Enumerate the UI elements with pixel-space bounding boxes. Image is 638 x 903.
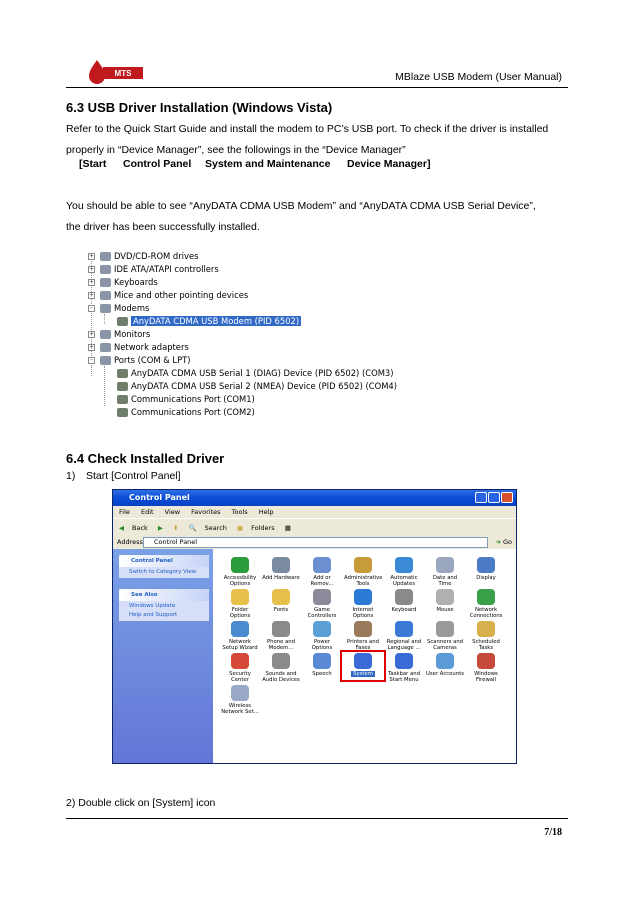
- cp-item-mouse[interactable]: [426, 589, 464, 613]
- cp-item-administrative-tools[interactable]: [344, 557, 382, 587]
- cp-item-label: Add or Remov...: [310, 575, 334, 587]
- cp-item-phone-and-modem[interactable]: [262, 621, 300, 651]
- cp-item-sounds-and-audio-devices[interactable]: [262, 653, 300, 683]
- step2-text: 2) Double click on [System] icon: [66, 797, 216, 809]
- cp-item-icon: [313, 621, 331, 637]
- control-panel-pane: [119, 555, 209, 578]
- tree-guide-line: [104, 314, 105, 324]
- device-icon: [100, 252, 111, 261]
- device-tree-item[interactable]: DVD/CD-ROM drives: [114, 251, 199, 261]
- cp-item-scheduled-tasks[interactable]: [467, 621, 505, 651]
- cp-item-speech[interactable]: [303, 653, 341, 677]
- menu-favorites[interactable]: Favorites: [191, 508, 221, 516]
- cp-item-icon: [313, 589, 331, 605]
- section-6-3-heading: 6.3 USB Driver Installation (Windows Vista): [66, 100, 333, 115]
- cp-item-icon: [477, 557, 495, 573]
- nav-device-manager: Device Manager]: [347, 158, 431, 170]
- device-manager-screenshot: [84, 246, 396, 420]
- device-tree-item[interactable]: Communications Port (COM1): [131, 394, 255, 404]
- cp-item-label: Mouse: [436, 607, 454, 613]
- svg-text:MTS: MTS: [114, 69, 132, 78]
- device-icon: [100, 304, 111, 313]
- expand-icon[interactable]: +: [89, 266, 94, 273]
- cp-item-icon: [231, 653, 249, 669]
- cp-item-icon: [395, 653, 413, 669]
- cp-item-icon: [477, 653, 495, 669]
- switch-category-link[interactable]: Switch to Category View: [129, 569, 197, 575]
- cp-item-windows-firewall[interactable]: [467, 653, 505, 683]
- step1-text: Start [Control Panel]: [86, 470, 181, 482]
- cp-item-label: Regional and Language ...: [386, 639, 422, 651]
- cp-item-label: Internet Options: [352, 607, 374, 619]
- cp-item-icon: [436, 557, 454, 573]
- up-folder-icon[interactable]: ⬆: [172, 524, 179, 532]
- cp-item-date-and-time[interactable]: [426, 557, 464, 587]
- folders-icon[interactable]: ▣: [236, 524, 244, 532]
- device-tree-item[interactable]: Network adapters: [114, 342, 189, 352]
- device-icon: [100, 278, 111, 287]
- menu-tools[interactable]: Tools: [231, 508, 248, 516]
- cp-item-label: Administrative Tools: [344, 575, 383, 587]
- go-button[interactable]: ➔ Go: [495, 538, 512, 546]
- system-highlight-box: [340, 650, 386, 682]
- cp-item-label: Keyboard: [391, 607, 417, 613]
- window-title: Control Panel: [129, 493, 190, 502]
- device-icon: [117, 369, 128, 378]
- cp-item-icon: [272, 557, 290, 573]
- address-input[interactable]: Control Panel: [143, 537, 488, 548]
- device-tree-item[interactable]: AnyDATA CDMA USB Serial 1 (DIAG) Device (PID 6502) (COM3): [131, 368, 394, 378]
- maximize-icon[interactable]: [488, 492, 500, 503]
- device-icon: [117, 408, 128, 417]
- step1-number: 1): [66, 470, 76, 482]
- device-icon: [100, 343, 111, 352]
- menu-help[interactable]: Help: [258, 508, 274, 516]
- nav-start: [Start: [79, 158, 107, 170]
- nav-system-maintenance: System and Maintenance: [205, 158, 331, 170]
- cp-item-icon: [313, 557, 331, 573]
- address-bar: [113, 536, 516, 549]
- cp-item-taskbar-and-start-menu[interactable]: [385, 653, 423, 683]
- device-tree-item[interactable]: IDE ATA/ATAPI controllers: [114, 264, 219, 274]
- cp-item-icon: [436, 653, 454, 669]
- cp-item-label: Network Connections: [469, 607, 503, 619]
- cp-item-label: Wireless Network Set...: [221, 703, 259, 715]
- cp-item-icon: [477, 589, 495, 605]
- cp-item-icon: [395, 557, 413, 573]
- section-6-4-heading: 6.4 Check Installed Driver: [66, 451, 225, 466]
- cp-item-label: Network Setup Wizard: [222, 639, 258, 651]
- help-support-link[interactable]: Help and Support: [129, 612, 178, 618]
- cp-item-keyboard[interactable]: [385, 589, 423, 613]
- cp-item-icon: [477, 621, 495, 637]
- cp-item-power-options[interactable]: [303, 621, 341, 651]
- cp-item-label: Power Options: [311, 639, 333, 651]
- para1-line1: Refer to the Quick Start Guide and install the modem to PC’s USB port. To check if the driver is installed: [66, 123, 549, 135]
- back-icon[interactable]: ◀: [119, 524, 124, 532]
- forward-icon[interactable]: ▶: [157, 524, 163, 532]
- collapse-icon[interactable]: -: [88, 357, 95, 364]
- cp-item-network-setup-wizard[interactable]: [221, 621, 259, 651]
- cp-item-icon: [272, 621, 290, 637]
- see-also-pane: [119, 589, 209, 621]
- see-also-title[interactable]: See Also: [119, 589, 209, 601]
- cp-item-label: Scanners and Cameras: [426, 639, 464, 651]
- device-tree-item[interactable]: Monitors: [114, 329, 151, 339]
- device-icon: [117, 395, 128, 404]
- cp-item-label: User Accounts: [426, 671, 464, 677]
- toolbar: [113, 518, 516, 536]
- cp-item-label: Automatic Updates: [390, 575, 418, 587]
- cp-item-label: Folder Options: [229, 607, 251, 619]
- device-tree-item[interactable]: Mice and other pointing devices: [114, 290, 249, 300]
- cp-item-label: System: [353, 671, 373, 677]
- cp-item-icon: [272, 653, 290, 669]
- device-icon: [100, 330, 111, 339]
- address-label: Address: [117, 538, 143, 546]
- device-tree-item[interactable]: Modems: [114, 303, 150, 313]
- cp-item-label: Taskbar and Start Menu: [388, 671, 420, 683]
- cp-item-accessibility-options[interactable]: [221, 557, 259, 587]
- cp-item-icon: [436, 589, 454, 605]
- device-tree-item[interactable]: AnyDATA CDMA USB Modem (PID 6502): [133, 316, 300, 326]
- cp-item-label: Display: [476, 575, 496, 581]
- header-rule: [66, 87, 568, 88]
- close-icon[interactable]: [501, 492, 513, 503]
- cp-item-icon: [395, 589, 413, 605]
- cp-item-icon: [231, 557, 249, 573]
- search-icon[interactable]: 🔍: [188, 524, 197, 532]
- cp-item-fonts[interactable]: [262, 589, 300, 613]
- views-icon[interactable]: ▦: [284, 524, 291, 532]
- folders-button[interactable]: Folders: [251, 524, 275, 532]
- expand-icon[interactable]: +: [89, 331, 94, 338]
- cp-item-label: Scheduled Tasks: [472, 639, 500, 651]
- menu-bar: [113, 506, 516, 518]
- cp-item-icon: [313, 653, 331, 669]
- tree-guide-line: [104, 366, 105, 406]
- cp-item-label: Printers and Faxes: [346, 639, 380, 651]
- menu-file[interactable]: File: [119, 508, 130, 516]
- cp-item-add-or-remov[interactable]: [303, 557, 341, 587]
- minimize-icon[interactable]: [475, 492, 487, 503]
- device-tree-item[interactable]: AnyDATA CDMA USB Serial 2 (NMEA) Device (PID 6502) (COM4): [131, 381, 398, 391]
- cp-item-label: Date and Time: [432, 575, 458, 587]
- para1-line2: properly in “Device Manager”, see the followings in the “Device Manager”: [66, 144, 406, 156]
- cp-item-icon: [354, 621, 372, 637]
- search-button[interactable]: Search: [204, 524, 227, 532]
- mts-logo: [84, 57, 148, 86]
- cp-item-scanners-and-cameras[interactable]: [426, 621, 464, 651]
- cp-item-game-controllers[interactable]: [303, 589, 341, 619]
- menu-view[interactable]: View: [164, 508, 181, 516]
- window-titlebar: [113, 490, 516, 506]
- cp-item-label: Sounds and Audio Devices: [262, 671, 300, 683]
- device-icon: [100, 356, 111, 365]
- cp-item-regional-and-language[interactable]: [385, 621, 423, 651]
- cp-item-folder-options[interactable]: [221, 589, 259, 619]
- cp-item-wireless-network-set[interactable]: [221, 685, 259, 715]
- device-icon: [117, 317, 128, 326]
- device-icon: [100, 265, 111, 274]
- footer-rule: [66, 818, 568, 819]
- cp-item-automatic-updates[interactable]: [385, 557, 423, 587]
- windows-update-link[interactable]: Windows Update: [129, 603, 176, 609]
- back-button[interactable]: Back: [132, 524, 148, 532]
- cp-item-label: Windows Firewall: [474, 671, 498, 683]
- device-icon: [100, 291, 111, 300]
- cp-item-add-hardware[interactable]: [262, 557, 300, 581]
- cp-item-icon: [231, 685, 249, 701]
- para2-line1: You should be able to see “AnyDATA CDMA USB Modem” and “AnyDATA CDMA USB Serial Device”,: [66, 200, 536, 212]
- cp-item-label: Accessibility Options: [223, 575, 257, 587]
- cp-item-label: Fonts: [273, 607, 289, 613]
- device-icon: [117, 382, 128, 391]
- cp-item-display[interactable]: [467, 557, 505, 581]
- cp-item-label: Add Hardware: [262, 575, 300, 581]
- navigation-path: [79, 158, 430, 170]
- cp-item-network-connections[interactable]: [467, 589, 505, 619]
- expand-icon[interactable]: +: [89, 279, 94, 286]
- cp-item-icon: [436, 621, 454, 637]
- cp-item-icon: [231, 621, 249, 637]
- expand-icon[interactable]: +: [89, 344, 94, 351]
- pane-title[interactable]: Control Panel: [119, 555, 209, 567]
- collapse-icon[interactable]: -: [88, 305, 95, 312]
- control-panel-items: [213, 549, 516, 763]
- para2-line2: the driver has been successfully installed.: [66, 221, 260, 233]
- control-panel-window: [112, 489, 517, 764]
- device-tree-item[interactable]: Communications Port (COM2): [131, 407, 255, 417]
- cp-item-icon: [272, 589, 290, 605]
- cp-item-icon: [231, 589, 249, 605]
- cp-item-user-accounts[interactable]: [426, 653, 464, 677]
- cp-item-security-center[interactable]: [221, 653, 259, 683]
- document-title: MBlaze USB Modem (User Manual): [395, 71, 562, 83]
- device-tree-item[interactable]: Ports (COM & LPT): [114, 355, 191, 365]
- cp-item-label: Phone and Modem...: [266, 639, 296, 651]
- task-pane: [113, 549, 213, 764]
- page-number: 7/18: [544, 827, 562, 838]
- expand-icon[interactable]: +: [89, 253, 94, 260]
- cp-item-icon: [354, 557, 372, 573]
- device-tree-item[interactable]: Keyboards: [114, 277, 158, 287]
- cp-item-internet-options[interactable]: [344, 589, 382, 619]
- cp-item-icon: [395, 621, 413, 637]
- cp-item-label: Security Center: [229, 671, 251, 683]
- expand-icon[interactable]: +: [89, 292, 94, 299]
- cp-item-label: Game Controllers: [307, 607, 337, 619]
- nav-control-panel: Control Panel: [123, 158, 192, 170]
- menu-edit[interactable]: Edit: [140, 508, 154, 516]
- cp-item-label: Speech: [312, 671, 332, 677]
- cp-item-icon: [354, 589, 372, 605]
- cp-item-printers-and-faxes[interactable]: [344, 621, 382, 651]
